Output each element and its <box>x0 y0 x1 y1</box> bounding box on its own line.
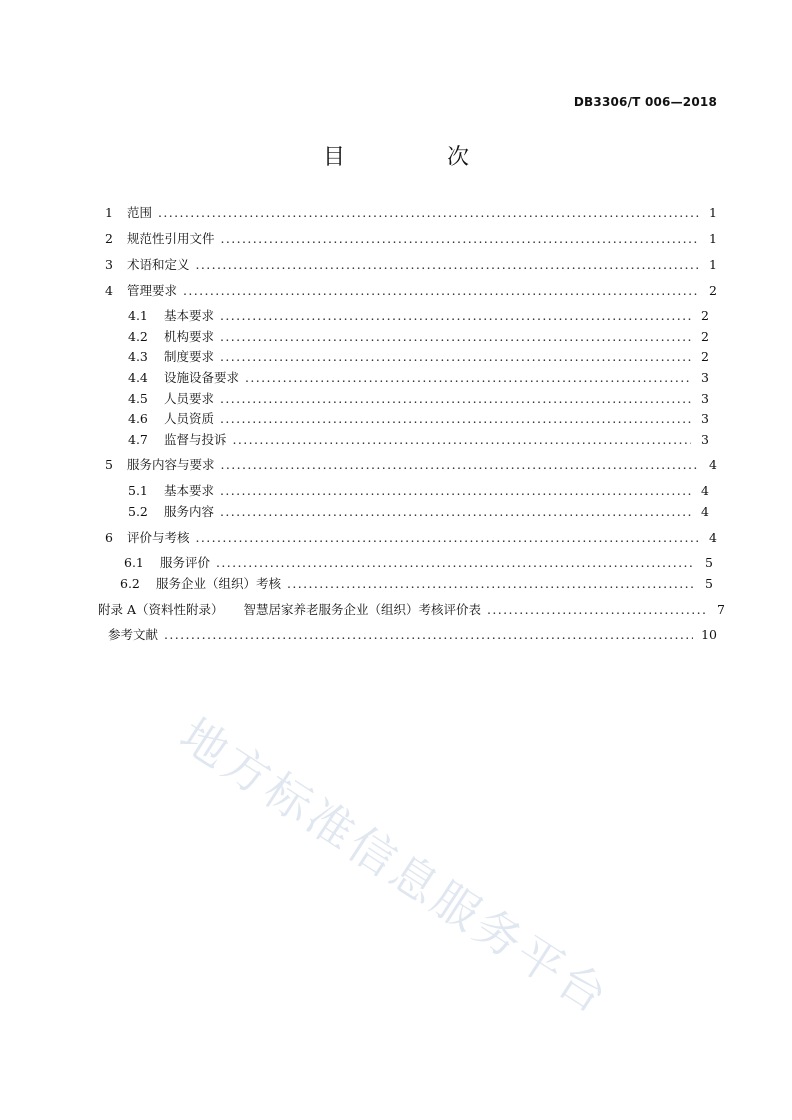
toc-number: 6 <box>105 530 113 545</box>
toc-label: 监督与投诉 <box>164 432 227 447</box>
standard-code: DB3306/T 006—2018 <box>573 95 717 109</box>
toc-number: 4.1 <box>128 308 148 323</box>
toc-label: 服务内容 <box>164 504 215 519</box>
toc-label: 参考文献 <box>108 627 159 642</box>
toc-leader-dots <box>220 347 691 367</box>
toc-page-number: 10 <box>701 627 717 642</box>
toc-page-number: 1 <box>709 231 717 246</box>
watermark-text: 地方标准信息服务平台 <box>170 707 620 1026</box>
toc-page-number: 2 <box>709 283 717 298</box>
toc-entry-4-7[interactable] <box>128 430 709 450</box>
toc-number: 4.5 <box>128 391 148 406</box>
toc-leader-dots <box>487 600 707 620</box>
toc-leader-dots <box>287 574 695 594</box>
toc-leader-dots <box>196 528 699 548</box>
toc-page-number: 5 <box>705 555 713 570</box>
toc-entry-4-5[interactable] <box>128 389 709 409</box>
toc-label: 智慧居家养老服务企业（组织）考核评价表 <box>243 602 482 617</box>
toc-label: 服务内容与要求 <box>127 457 215 472</box>
toc-label: 服务企业（组织）考核 <box>156 576 282 591</box>
toc-page-number: 5 <box>705 576 713 591</box>
toc-leader-dots <box>221 229 699 249</box>
toc-label: 设施设备要求 <box>164 370 240 385</box>
toc-page-number: 4 <box>701 504 709 519</box>
toc-entry-4-1[interactable] <box>128 306 709 326</box>
toc-number: 3 <box>105 257 113 272</box>
toc-leader-dots <box>216 553 695 573</box>
toc-number: 5.1 <box>128 483 148 498</box>
toc-leader-dots <box>220 327 691 347</box>
toc-number: 1 <box>105 205 113 220</box>
toc-label: 术语和定义 <box>127 257 190 272</box>
toc-leader-dots <box>183 281 699 301</box>
toc-entry-6-1[interactable] <box>124 553 713 573</box>
toc-number: 4.2 <box>128 329 148 344</box>
toc-label: 人员资质 <box>164 411 215 426</box>
toc-page-number: 2 <box>701 329 709 344</box>
toc-number: 附录 A（资料性附录） <box>98 602 224 617</box>
toc-number: 4.3 <box>128 349 148 364</box>
toc-entry-6[interactable] <box>105 528 717 548</box>
toc-label: 评价与考核 <box>127 530 190 545</box>
toc-page-number: 2 <box>701 308 709 323</box>
toc-number: 5.2 <box>128 504 148 519</box>
toc-page-number: 3 <box>701 432 709 447</box>
toc-leader-dots <box>245 368 691 388</box>
toc-page-number: 2 <box>701 349 709 364</box>
toc-leader-dots <box>220 306 691 326</box>
toc-leader-dots <box>220 481 691 501</box>
toc-label: 人员要求 <box>164 391 215 406</box>
toc-entry-5[interactable] <box>105 455 717 475</box>
toc-page-number: 3 <box>701 370 709 385</box>
toc-page-number: 4 <box>709 530 717 545</box>
toc-number: 2 <box>105 231 113 246</box>
toc-leader-dots <box>164 625 693 645</box>
toc-number: 4 <box>105 283 113 298</box>
page-title: 目 次 <box>322 145 509 170</box>
toc-leader-dots <box>221 455 699 475</box>
toc-number: 4.6 <box>128 411 148 426</box>
toc-label: 范围 <box>127 205 153 220</box>
toc-leader-dots <box>233 430 691 450</box>
toc-number: 4.7 <box>128 432 148 447</box>
toc-entry-2[interactable] <box>105 229 717 249</box>
toc-label: 机构要求 <box>164 329 215 344</box>
toc-number: 5 <box>105 457 113 472</box>
toc-label: 基本要求 <box>164 483 215 498</box>
toc-page-number: 3 <box>701 391 709 406</box>
toc-number: 6.2 <box>120 576 140 591</box>
toc-page-number: 3 <box>701 411 709 426</box>
toc-entry-references[interactable] <box>108 625 717 645</box>
toc-page-number: 1 <box>709 205 717 220</box>
toc-entry-5-2[interactable] <box>128 502 709 522</box>
toc-entry-appendix-a[interactable] <box>98 600 725 620</box>
toc-number: 4.4 <box>128 370 148 385</box>
toc-entry-4-2[interactable] <box>128 327 709 347</box>
toc-entry-5-1[interactable] <box>128 481 709 501</box>
toc-entry-6-2[interactable] <box>120 574 713 594</box>
toc-entry-4-3[interactable] <box>128 347 709 367</box>
toc-leader-dots <box>158 203 699 223</box>
toc-entry-4-4[interactable] <box>128 368 709 388</box>
toc-leader-dots <box>220 502 691 522</box>
toc-entry-1[interactable] <box>105 203 717 223</box>
toc-page-number: 4 <box>709 457 717 472</box>
toc-entry-3[interactable] <box>105 255 717 275</box>
toc-number: 6.1 <box>124 555 144 570</box>
toc-leader-dots <box>220 409 691 429</box>
toc-entry-4[interactable] <box>105 281 717 301</box>
toc-page-number: 4 <box>701 483 709 498</box>
toc-label: 制度要求 <box>164 349 215 364</box>
toc-page-number: 1 <box>709 257 717 272</box>
toc-entry-4-6[interactable] <box>128 409 709 429</box>
toc-label: 服务评价 <box>160 555 211 570</box>
toc-leader-dots <box>196 255 699 275</box>
toc-label: 规范性引用文件 <box>127 231 215 246</box>
toc-leader-dots <box>220 389 691 409</box>
toc-label: 基本要求 <box>164 308 215 323</box>
toc-page-number: 7 <box>717 602 725 617</box>
toc-label: 管理要求 <box>127 283 178 298</box>
